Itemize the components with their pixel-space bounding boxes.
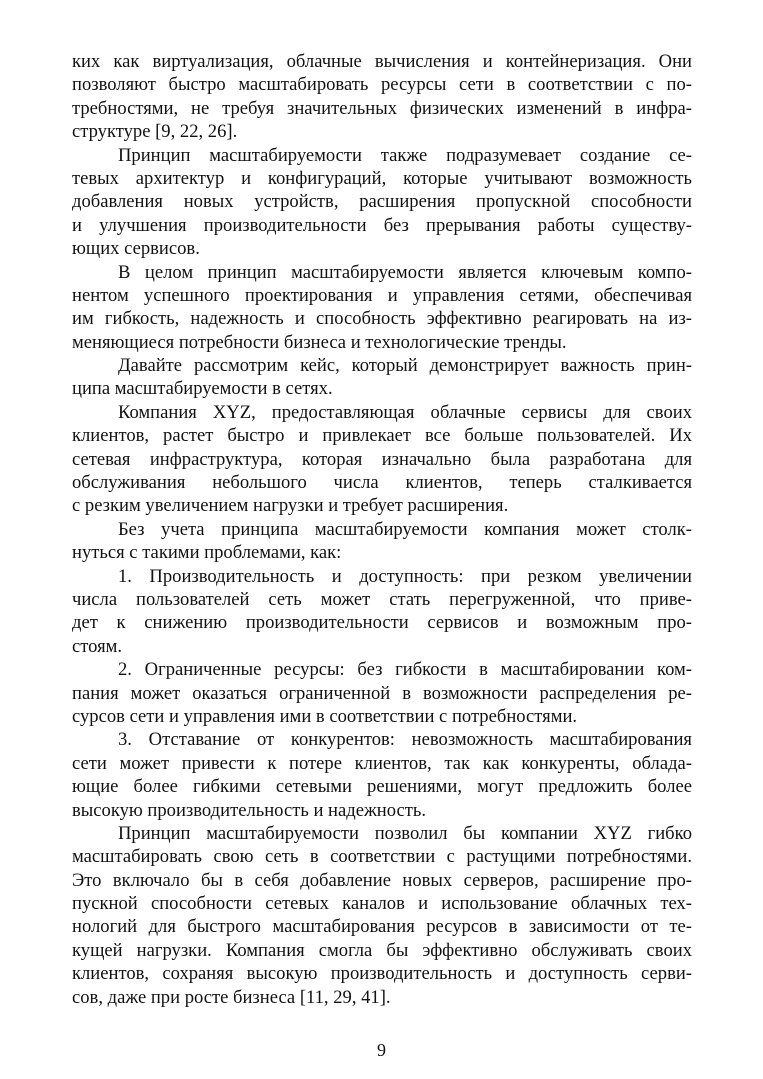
text-line: нуться с такими проблемами, как: [72, 542, 342, 564]
text-line: Это включало бы в себя добавление новых серверов, расширение про- [72, 869, 692, 891]
text-line: тевых архитектур и конфигураций, которые учитывают возможность [72, 167, 692, 189]
paragraph-1 [72, 50, 692, 144]
text-line: дет к снижению производительности сервисов и возможным про- [72, 612, 692, 634]
text-line: ющие более гибкими сетевыми решениями, могут предложить более [72, 776, 692, 798]
text-line: нентом успешного проектирования и управления сетями, обеспечивая [72, 284, 692, 306]
text-line: клиентов, растет быстро и привлекает все больше пользователей. Их [72, 425, 692, 447]
text-line: 3. Отставание от конкурентов: невозможность масштабирования [118, 729, 692, 751]
text-line: позволяют быстро масштабировать ресурсы сети в соответствии с по- [72, 74, 692, 96]
text-line: ципа масштабируемости в сетях. [72, 378, 333, 400]
text-line: ких как виртуализация, облачные вычисления и контейнеризация. Они [72, 51, 692, 72]
text-line: Без учета принципа масштабируемости компания может столк- [118, 518, 692, 540]
list-item-2 [72, 658, 692, 728]
list-item-3 [72, 728, 692, 822]
text-line: сов, даже при росте бизнеса [11, 29, 41]. [72, 986, 391, 1008]
text-line: клиентов, сохраняя высокую производительность и доступность серви- [72, 963, 692, 985]
paragraph-5 [72, 401, 692, 518]
text-line: 1. Производительность и доступность: при резком увеличении [118, 565, 692, 587]
text-line: и улучшения производительности без прерывания работы существу- [72, 214, 692, 236]
text-line: сети может привести к потере клиентов, так как конкуренты, облада- [72, 752, 692, 774]
page-body [72, 50, 692, 1009]
paragraph-4 [72, 354, 692, 401]
text-line: Принцип масштабируемости также подразумевает создание се- [118, 144, 692, 166]
text-line: высокую производительность и надежность. [72, 799, 427, 821]
paragraph-7 [72, 822, 692, 1009]
text-line: структуре [9, 22, 26]. [72, 121, 238, 143]
list-item-1 [72, 565, 692, 659]
text-line: масштабировать свою сеть в соответствии с растущими потребностями. [72, 846, 692, 868]
text-line: сурсов сети и управления ими в соответствии с потребностями. [72, 705, 578, 727]
text-line: 2. Ограниченные ресурсы: без гибкости в масштабировании ком- [118, 659, 692, 681]
text-line: пускной способности сетевых каналов и использование облачных тех- [72, 893, 692, 915]
text-line: Компания XYZ, предоставляющая облачные сервисы для своих [118, 401, 692, 423]
page-number: 9 [377, 1040, 386, 1060]
text-line: числа пользователей сеть может стать перегруженной, что приве- [72, 588, 692, 610]
text-line: им гибкость, надежность и способность эффективно реагировать на из- [72, 308, 692, 330]
text-line: ющих сервисов. [72, 238, 200, 260]
text-line: сетевая инфраструктура, которая изначально была разработана для [72, 448, 692, 470]
paragraph-3 [72, 261, 692, 355]
text-line: Давайте рассмотрим кейс, который демонстрирует важность прин- [118, 355, 692, 377]
text-line: стоям. [72, 635, 123, 657]
text-line: кущей нагрузки. Компания смогла бы эффективно обслуживать своих [72, 939, 692, 961]
text-line: нологий для быстрого масштабирования ресурсов в зависимости от те- [72, 916, 692, 938]
paragraph-6 [72, 518, 692, 565]
text-line: требностями, не требуя значительных физических изменений в инфра- [72, 97, 692, 119]
text-line: меняющиеся потребности бизнеса и технологические тренды. [72, 331, 567, 353]
paragraph-2 [72, 144, 692, 261]
text-line: Принцип масштабируемости позволил бы компании XYZ гибко [118, 822, 692, 844]
text-line: добавления новых устройств, расширения пропускной способности [72, 191, 692, 213]
text-line: обслуживания небольшого числа клиентов, теперь сталкивается [72, 472, 692, 494]
text-line: В целом принцип масштабируемости является ключевым компо- [118, 261, 692, 283]
text-line: с резким увеличением нагрузки и требует расширения. [72, 495, 509, 517]
text-line: пания может оказаться ограниченной в возможности распределения ре- [72, 682, 692, 704]
